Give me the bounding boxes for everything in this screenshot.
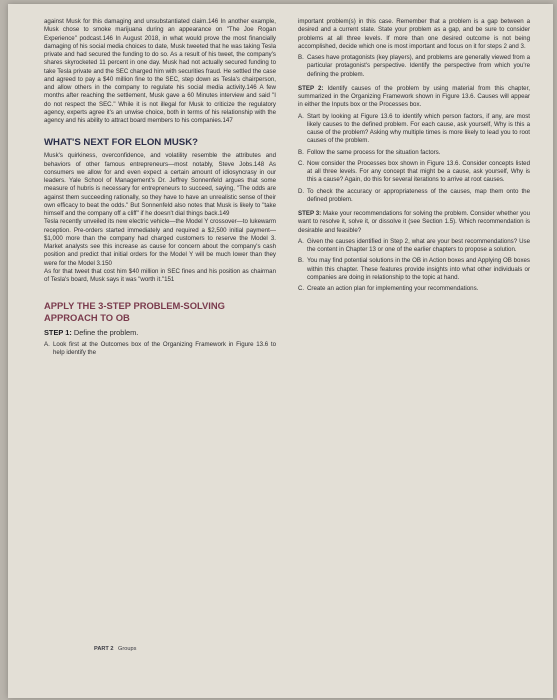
- step-1-label: STEP 1:: [44, 328, 72, 338]
- step-1-text: Define the problem.: [73, 328, 139, 338]
- body-paragraph-1: Musk's quirkiness, overconfidence, and volatility resemble the attributes and behaviors of other famous entrepreneurs—most notably, Steve Jobs.148 As consumers we allow for and even expect a certain amount of idiosyncrasy in our leaders. Yale School of Management's Dr. Jeffrey Sonnenfeld argues that some measure of hubris is necessary for entrepreneurs to succeed, saying, "The odds are against them succeeding rationally, so they have to have an unrealistic sense of their own efficacy to beat the odds." But Sonnenfeld also notes that Musk is likely to "take himself and the company off a cliff" if he doesn't dial things back.149: [44, 152, 276, 217]
- item-letter: D.: [298, 187, 305, 195]
- step-1-item-b: [298, 54, 530, 79]
- step-1-continuation: important problem(s) in this case. Remember that a problem is a gap between a desired and a current state. State your problem as a gap, and be sure to consider problems at all three levels. If more than one desired outcome is not being accomplished, decide which one is most important and focus on it for steps 2 and 3.: [298, 18, 530, 50]
- item-letter: A.: [44, 340, 50, 348]
- item-text: To check the accuracy or appropriateness of the causes, map them onto the defined problem.: [307, 187, 530, 203]
- item-letter: C.: [298, 285, 305, 292]
- body-paragraph-3: As for that tweet that cost him $40 million in SEC fines and his position as chairman of Tesla's board, Musk says it was "worth it."151: [44, 267, 276, 283]
- item-letter: A.: [298, 112, 304, 120]
- item-text: Cases have protagonists (key players), and problems are generally viewed from a particular protagonist's perspective. Identify the perspective from which you're defining the problem.: [307, 54, 530, 78]
- item-text: Given the causes identified in Step 2, what are your best recommendations? Use the content in Chapter 13 or one of the earlier chapters to propose a solution.: [307, 237, 530, 253]
- step-2-item-a: [298, 113, 530, 146]
- apply-heading: APPLY THE 3-STEP PROBLEM-SOLVING APPROACH TO OB: [44, 300, 225, 323]
- item-letter: B.: [298, 54, 304, 61]
- step-2-item-c: [298, 160, 530, 185]
- item-text: Start by looking at Figure 13.6 to identify which person factors, if any, are most likely causes to the defined problem. For each cause, ask yourself, Why is this a cause of the problem? Asking why multiple times is more likely to lead you to root causes of the problem.: [307, 112, 530, 145]
- right-column: [298, 18, 530, 296]
- intro-paragraph: against Musk for this damaging and unsubstantiated claim.146 In another example, Musk chose to smoke marijuana during an appearance on "The Joe Rogan Experience" podcast.146 In August 2018, in what would prove the most financially damaging of his social media choices to date, Musk tweeted that he was taking Tesla private and had secured the funding to do so. As a result of his tweet, the company's shares skyrocketed 11 percent in one day. Musk had not actually secured funding to take Tesla private and the SEC charged him with securities fraud. He settled the case and agreed to pay a $40 million fine to the SEC, step down as Tesla's chairperson, and allow others in the company to regulate his social media activity.146 A few months after reaching the settlement, Musk gave a 60 Minutes interview and said "I do not respect the SEC." While it is not illegal for Musk to criticize the regulatory agency, experts agree it's an unwise choice, both in terms of his relationship with the agency and his ability to attract board members to his companies.147: [44, 18, 276, 124]
- step-3-item-a: [298, 238, 530, 255]
- item-text: Look first at the Outcomes box of the Organizing Framework in Figure 13.6 to help identify the: [53, 340, 276, 356]
- item-letter: C.: [298, 159, 305, 167]
- step-3-text: Make your recommendations for solving the problem. Consider whether you want to resolve it, solve it, or dissolve it (see Section 1.5). Which recommendation is desirable and feasible?: [298, 210, 530, 234]
- step-1-heading: [44, 329, 276, 337]
- body-paragraph-2: Tesla recently unveiled its new electric vehicle—the Model Y crossover—to lukewarm reception. Pre-orders started immediately and required a $2,500 initial payment—$1,000 more than the company had charged customers to reserve the Model 3. Market analysts see this increase as cause for concern about the company's cash position and predict that initial orders for the Model Y will be much lower than they were for the Model 3.150: [44, 218, 276, 267]
- step-2-text: Identify causes of the problem by using material from this chapter, summarized in the Organizing Framework shown in Figure 13.6. Causes will appear in either the Inputs box or the Processes box.: [298, 84, 531, 109]
- left-column: [44, 18, 276, 360]
- step-2-label: STEP 2:: [298, 84, 324, 92]
- step-2: [298, 85, 530, 110]
- step-3-item-b: [298, 257, 530, 282]
- item-text: Follow the same process for the situation factors.: [307, 148, 441, 156]
- step-2-item-d: [298, 188, 530, 205]
- item-letter: B.: [298, 148, 304, 156]
- item-text: Create an action plan for implementing your recommendations.: [307, 285, 479, 292]
- section-heading: WHAT'S NEXT FOR ELON MUSK?: [44, 137, 198, 149]
- item-letter: A.: [298, 237, 304, 245]
- step-3-label: STEP 3:: [298, 210, 322, 217]
- item-text: Now consider the Processes box shown in Figure 13.6. Consider concepts listed at all three levels. For any concept that might be a cause, ask yourself, Why is this a cause? Again, do this for several iterations to arrive at root causes.: [307, 159, 530, 184]
- item-letter: B.: [298, 257, 304, 265]
- item-text: You may find potential solutions in the OB in Action boxes and Applying OB boxes within this chapter. These features provide insights into what other individuals or companies are doing in relationship to the topic at hand.: [307, 257, 530, 281]
- step-3-item-c: [298, 285, 530, 293]
- step-3: [298, 210, 530, 235]
- step-2-item-b: [298, 149, 530, 157]
- footer-part: PART 2: [94, 646, 114, 652]
- page-footer: [94, 646, 136, 652]
- step-1-item-a: [44, 341, 276, 358]
- textbook-page: [8, 4, 553, 698]
- footer-label: Groups: [118, 646, 137, 652]
